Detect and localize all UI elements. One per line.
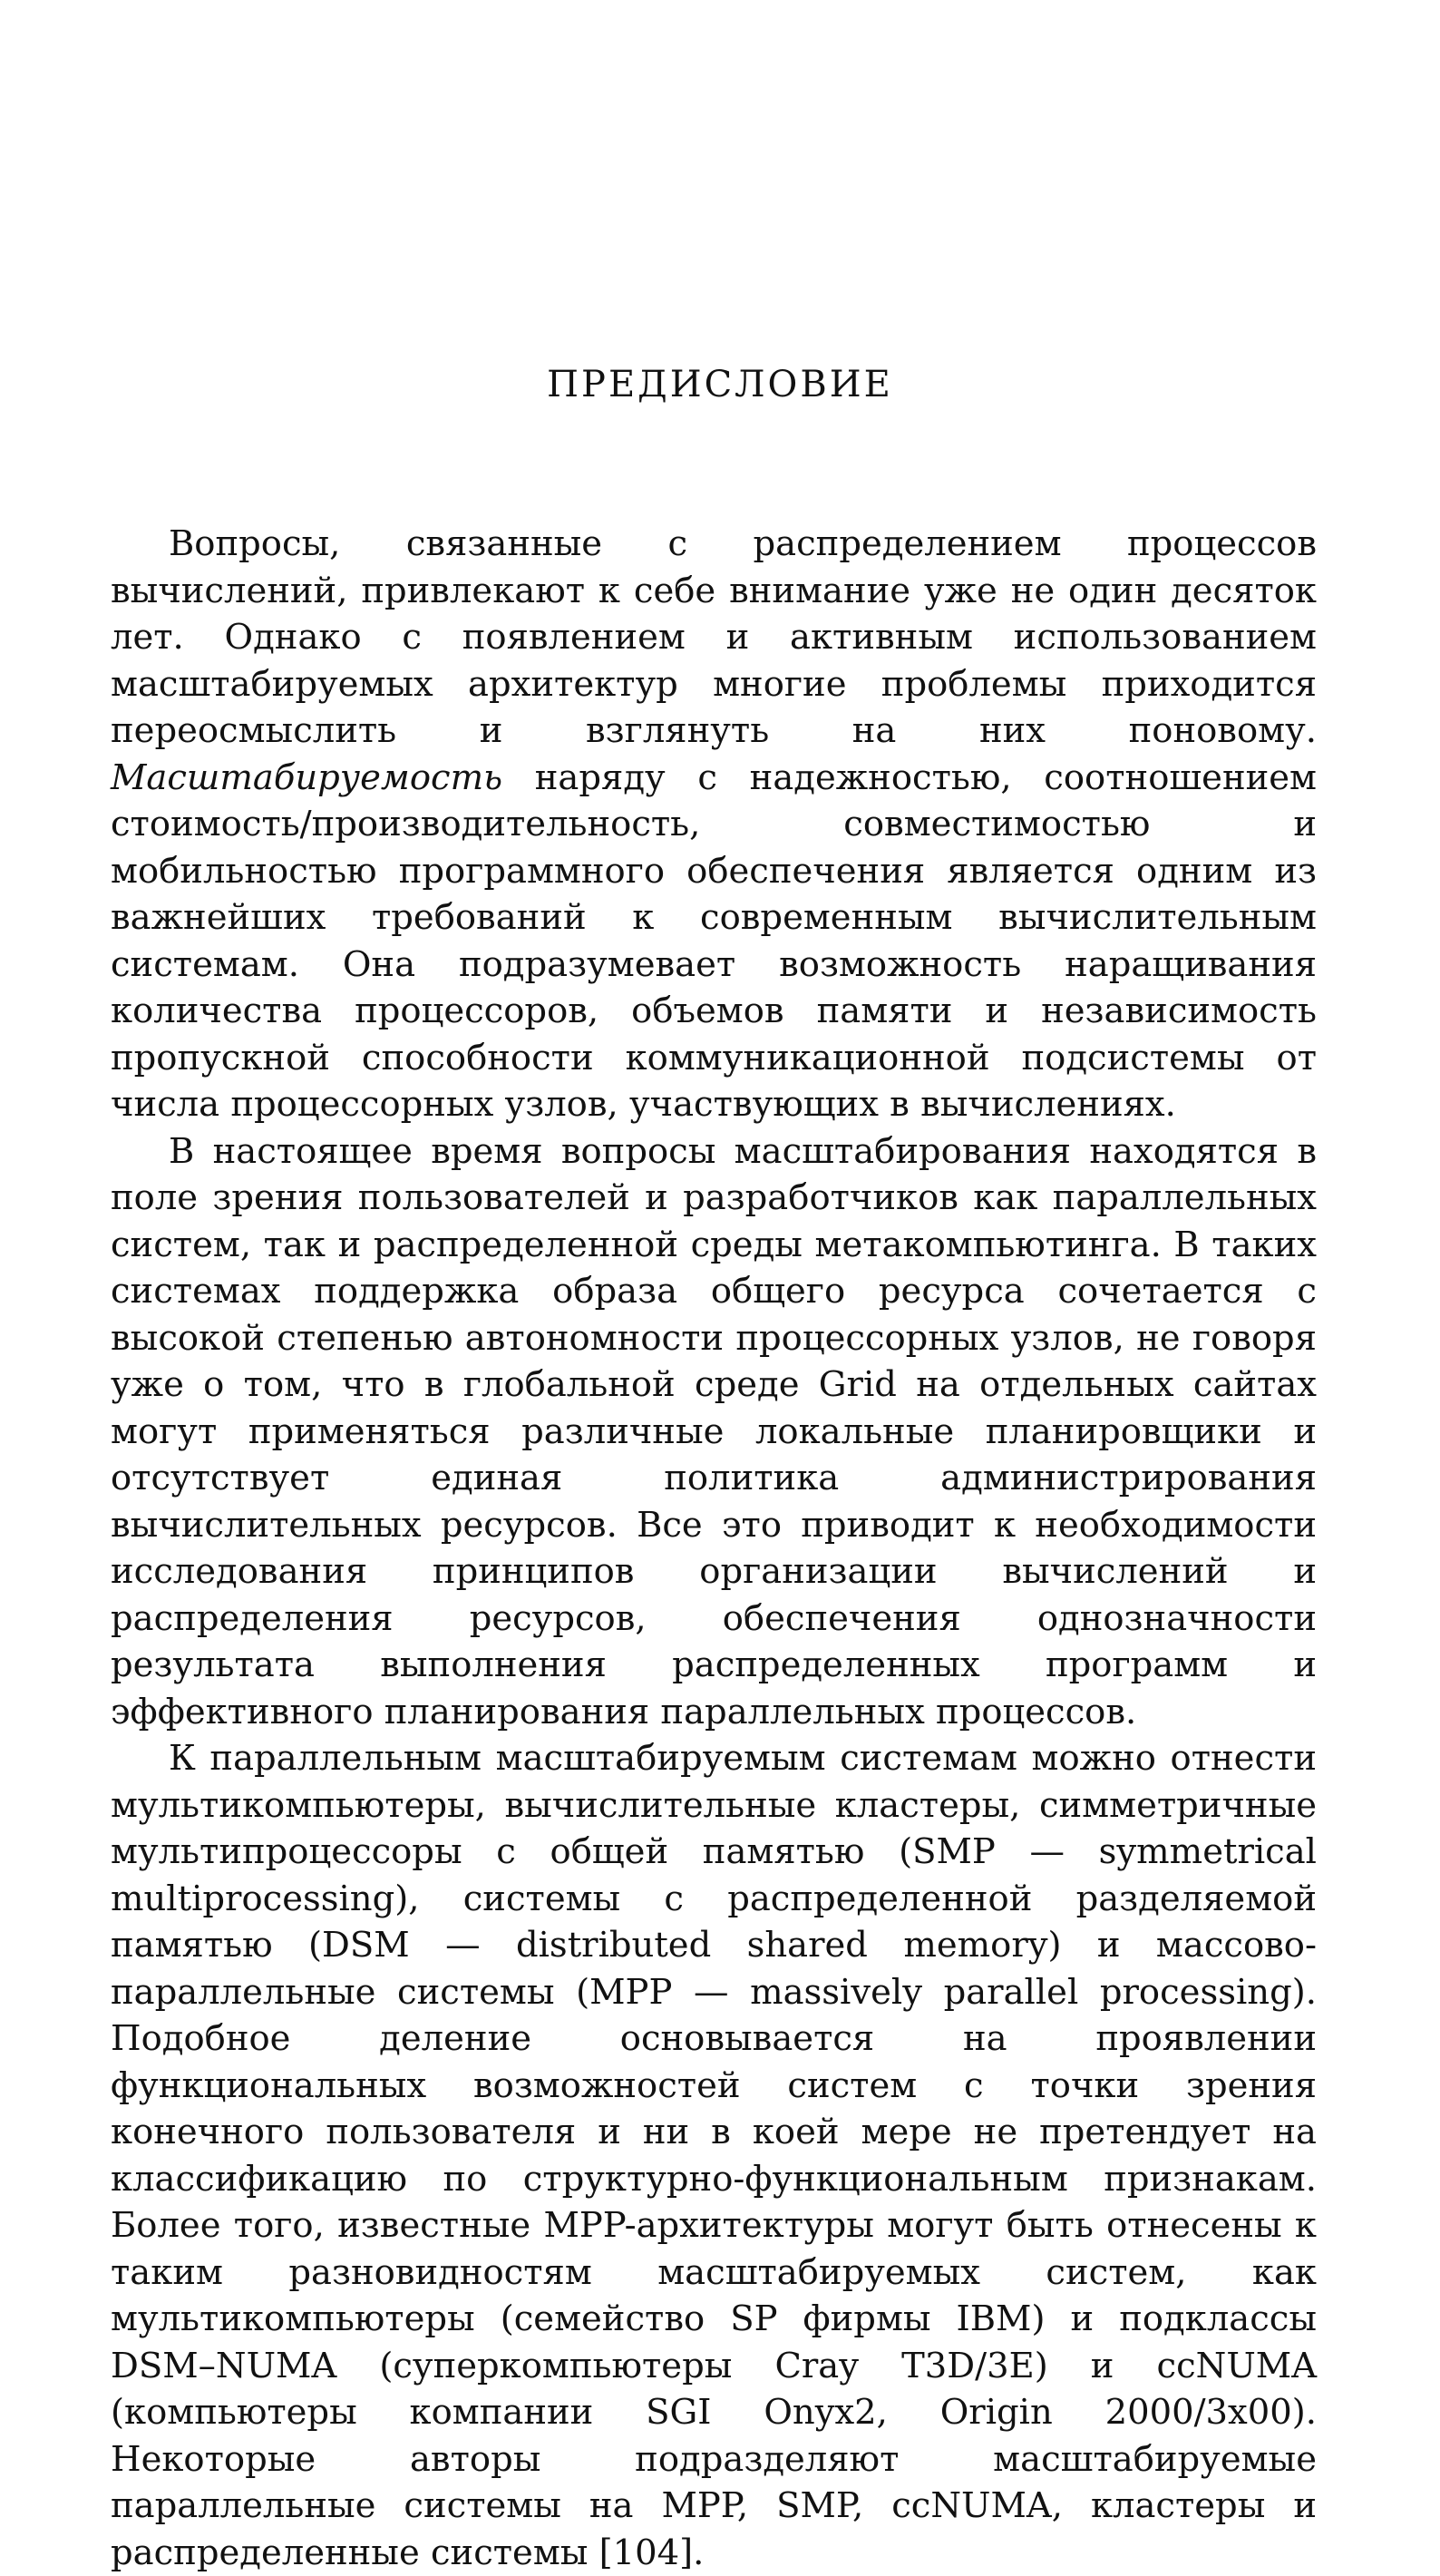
term-scalability: Масштабируемость [111,756,503,798]
paragraph-1-text-b: наряду с надежностью, соотношением стоимость/производительность, совместимостью и мобильностью программного обеспечения является одним из важнейших требований к современным вычислительным системам. Она подразумевает возможность наращивания количества процессоров, объемов памяти и независимость пропускной способности коммуникационной подсистемы от числа процессорных узлов, участвующих в вычислениях. [111,756,1317,1125]
paragraph-2: В настоящее время вопросы масштабирования находятся в поле зрения пользователей и разработчиков как параллельных систем, так и распределенной среды метакомпьютинга. В таких системах поддержка образа общего ресурса сочетается с высокой степенью автономности процессорных узлов, не говоря уже о том, что в глобальной среде Grid на отдельных сайтах могут применяться различные локальные планировщики и отсутствует единая политика администрирования вычислительных ресурсов. Все это приводит к необходимости исследования принципов организации вычислений и распределения ресурсов, обеспечения однозначности результата выполнения распределенных программ и эффективного планирования параллельных процессов. [111,1130,1317,1732]
paragraph-1 [111,521,1317,1128]
page-title: ПРЕДИСЛОВИЕ [547,364,893,405]
paragraph-3: К параллельным масштабируемым системам можно отнести мультикомпьютеры, вычислительные кластеры, симметричные мультипроцессоры с общей памятью (SMP — symmetrical multiprocessing), системы с распределенной разделяемой памятью (DSM — distributed shared memory) и массово-параллельные системы (MPP — massively parallel processing). Подобное деление основывается на проявлении функциональных возможностей систем с точки зрения конечного пользователя и ни в коей мере не претендует на классификацию по структурно-функциональным признакам. Более того, известные MPP-архитектуры могут быть отнесены к таким разновидностям масштабируемых систем, как мультикомпьютеры (семейство SP фирмы IBM) и подклассы DSM–NUMA (суперкомпьютеры Cray T3D/3E) и ccNUMA (компьютеры компании SGI Onyx2, Origin 2000/3x00). Некоторые авторы подразделяют масштабируемые параллельные системы на MPP, SMP, ccNUMA, кластеры и распределенные системы [104]. [111,1738,1317,2573]
paragraph-1-text-a: Вопросы, связанные с распределением процессов вычислений, привлекают к себе внимание уже не один десяток лет. Однако с появлением и активным использованием масштабируемых архитектур многие проблемы приходится переосмыслить и взглянуть на них поновому. [111,523,1317,751]
body-text [111,521,1317,2576]
